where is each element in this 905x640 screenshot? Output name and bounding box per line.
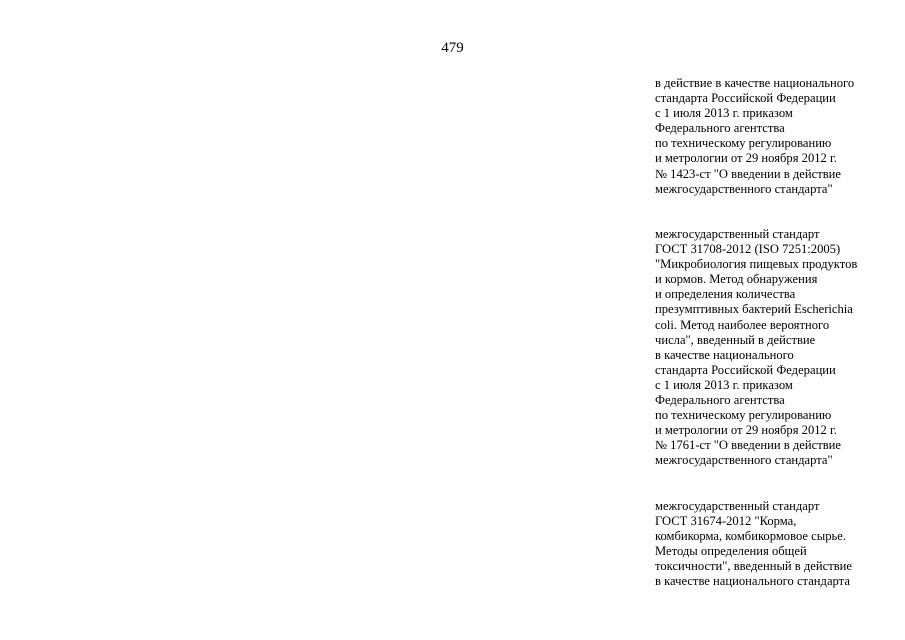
text-line: и определения количества <box>655 287 796 302</box>
text-line: coli. Метод наиболее вероятного <box>655 317 830 332</box>
text-line: и метрологии от 29 ноября 2012 г. <box>655 151 837 166</box>
text-line: Федерального агентства <box>655 392 785 407</box>
text-line: ГОСТ 31708-2012 (ISO 7251:2005) <box>655 242 841 257</box>
text-line: и кормов. Метод обнаружения <box>655 272 818 287</box>
text-line: с 1 июля 2013 г. приказом <box>655 377 793 392</box>
text-line: "Микробиология пищевых продуктов <box>655 257 858 272</box>
text-line: № 1423-ст "О введении в действие <box>655 166 841 181</box>
text-line: стандарта Российской Федерации <box>655 91 836 106</box>
text-line: № 1761-ст "О введении в действие <box>655 438 841 453</box>
text-line: межгосударственный стандарт <box>655 498 820 513</box>
page-number: 479 <box>441 40 464 56</box>
text-line: по техническому регулированию <box>655 136 832 151</box>
text-column <box>655 76 900 619</box>
text-line: с 1 июля 2013 г. приказом <box>655 106 793 121</box>
paragraph-gost-1423 <box>655 76 900 197</box>
text-line: презумптивных бактерий Escherichia <box>655 302 853 317</box>
text-line: Федерального агентства <box>655 121 785 136</box>
text-line: ГОСТ 31674-2012 "Корма, <box>655 513 797 528</box>
text-line: межгосударственного стандарта" <box>655 453 833 468</box>
text-line: в действие в качестве национального <box>655 76 855 90</box>
text-line: межгосударственный стандарт <box>655 226 820 241</box>
text-line: токсичности", введенный в действие <box>655 559 852 573</box>
text-line: межгосударственного стандарта" <box>655 181 833 196</box>
text-line: стандарта Российской Федерации <box>655 362 836 377</box>
text-line: по техническому регулированию <box>655 408 832 423</box>
paragraph-gost-31674 <box>655 499 900 590</box>
paragraph-gost-31708 <box>655 227 900 469</box>
text-line: в качестве национального стандарта <box>655 574 850 589</box>
text-line: и метрологии от 29 ноября 2012 г. <box>655 423 837 438</box>
text-line: в качестве национального <box>655 347 794 362</box>
text-line: комбикорма, комбикормовое сырье. <box>655 528 846 543</box>
text-line: числа", введенный в действие <box>655 332 816 347</box>
text-line: Методы определения общей <box>655 543 807 558</box>
